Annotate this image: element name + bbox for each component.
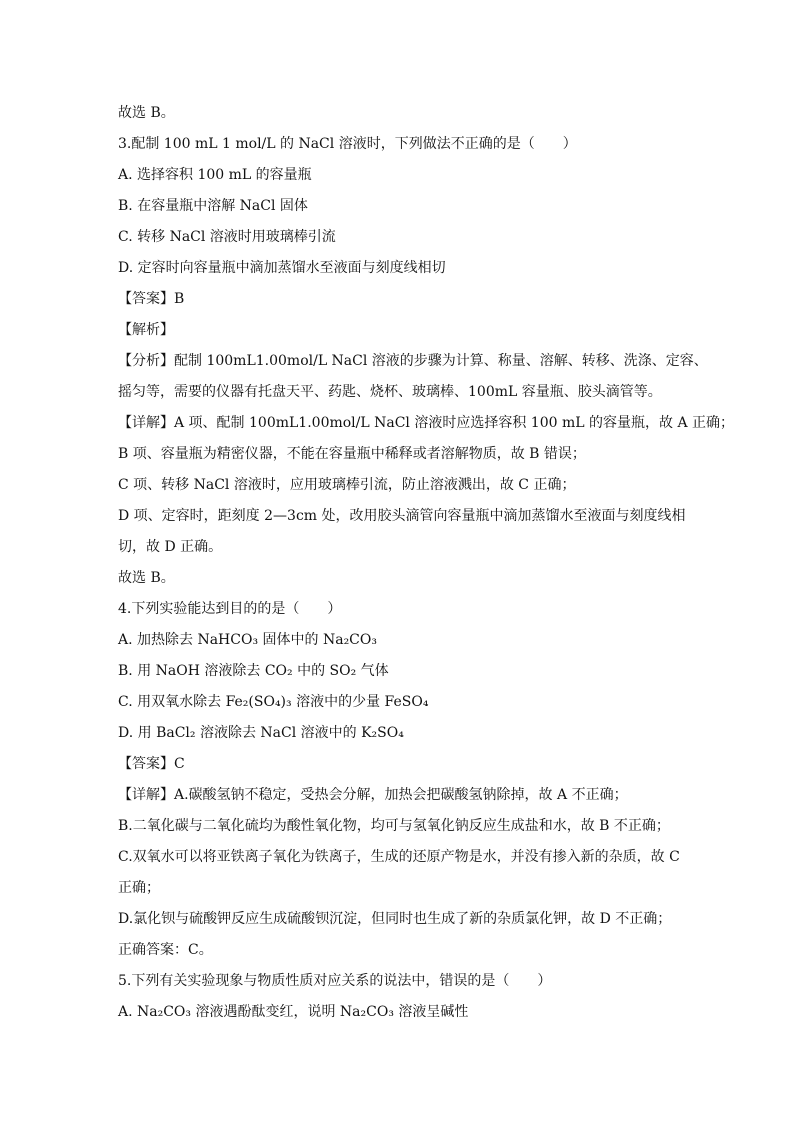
text-line: 【分析】配制 100mL1.00mol/L NaCl 溶液的步骤为计算、称量、溶解、转移、洗涤、定容、 (118, 353, 708, 369)
question-3-option-c: C. 转移 NaCl 溶液时用玻璃棒引流 (118, 229, 336, 245)
text-line: 摇匀等，需要的仪器有托盘天平、药匙、烧杯、玻璃棒、100mL 容量瓶、胶头滴管等。 (118, 384, 662, 400)
text-line: 正确； (118, 880, 160, 896)
text-line: 【详解】A 项、配制 100mL1.00mol/L NaCl 溶液时应选择容积 100 mL 的容量瓶，故 A 正确； (118, 415, 735, 431)
question-3-option-d: D. 定容时向容量瓶中滴加蒸馏水至液面与刻度线相切 (118, 260, 446, 276)
text-line: 切，故 D 正确。 (118, 539, 223, 555)
question-4-option-a: A. 加热除去 NaHCO₃ 固体中的 Na₂CO₃ (118, 632, 377, 648)
text-line: D 项、定容时，距刻度 2—3cm 处，改用胶头滴管向容量瓶中滴加蒸馏水至液面与刻度线相 (118, 508, 686, 524)
question-3-answer: 【答案】B (118, 291, 185, 307)
question-4-option-d: D. 用 BaCl₂ 溶液除去 NaCl 溶液中的 K₂SO₄ (118, 725, 404, 741)
text-line: B 项、容量瓶为精密仪器，不能在容量瓶中稀释或者溶解物质，故 B 错误； (118, 446, 586, 462)
text-line: D.氯化钡与硫酸钾反应生成硫酸钡沉淀，但同时也生成了新的杂质氯化钾，故 D 不正确； (118, 911, 672, 927)
question-3-option-b: B. 在容量瓶中溶解 NaCl 固体 (118, 198, 308, 214)
question-5-stem: 5.下列有关实验现象与物质性质对应关系的说法中，错误的是（ ） (118, 973, 552, 989)
text-line: 故选 B。 (118, 105, 175, 121)
question-4-option-c: C. 用双氧水除去 Fe₂(SO₄)₃ 溶液中的少量 FeSO₄ (118, 694, 429, 710)
question-3-option-a: A. 选择容积 100 mL 的容量瓶 (118, 167, 312, 183)
question-4-option-b: B. 用 NaOH 溶液除去 CO₂ 中的 SO₂ 气体 (118, 663, 389, 679)
text-line: 【详解】A.碳酸氢钠不稳定，受热会分解，加热会把碳酸氢钠除掉，故 A 不正确； (118, 787, 628, 803)
question-4-stem: 4.下列实验能达到目的的是（ ） (118, 601, 342, 617)
question-3-analysis-heading: 【解析】 (118, 322, 174, 338)
text-line: 正确答案：C。 (118, 942, 213, 958)
text-line: B.二氧化碳与二氧化硫均为酸性氧化物，均可与氢氧化钠反应生成盐和水，故 B 不正确； (118, 818, 670, 834)
text-line: 故选 B。 (118, 570, 175, 586)
text-line: C.双氧水可以将亚铁离子氧化为铁离子，生成的还原产物是水，并没有掺入新的杂质，故 C (118, 849, 680, 865)
question-5-option-a: A. Na₂CO₃ 溶液遇酚酞变红，说明 Na₂CO₃ 溶液呈碱性 (118, 1004, 469, 1020)
question-4-answer: 【答案】C (118, 756, 185, 772)
question-3-stem: 3.配制 100 mL 1 mol/L 的 NaCl 溶液时，下列做法不正确的是（ ） (118, 136, 577, 152)
text-line: C 项、转移 NaCl 溶液时，应用玻璃棒引流，防止溶液溅出，故 C 正确； (118, 477, 576, 493)
